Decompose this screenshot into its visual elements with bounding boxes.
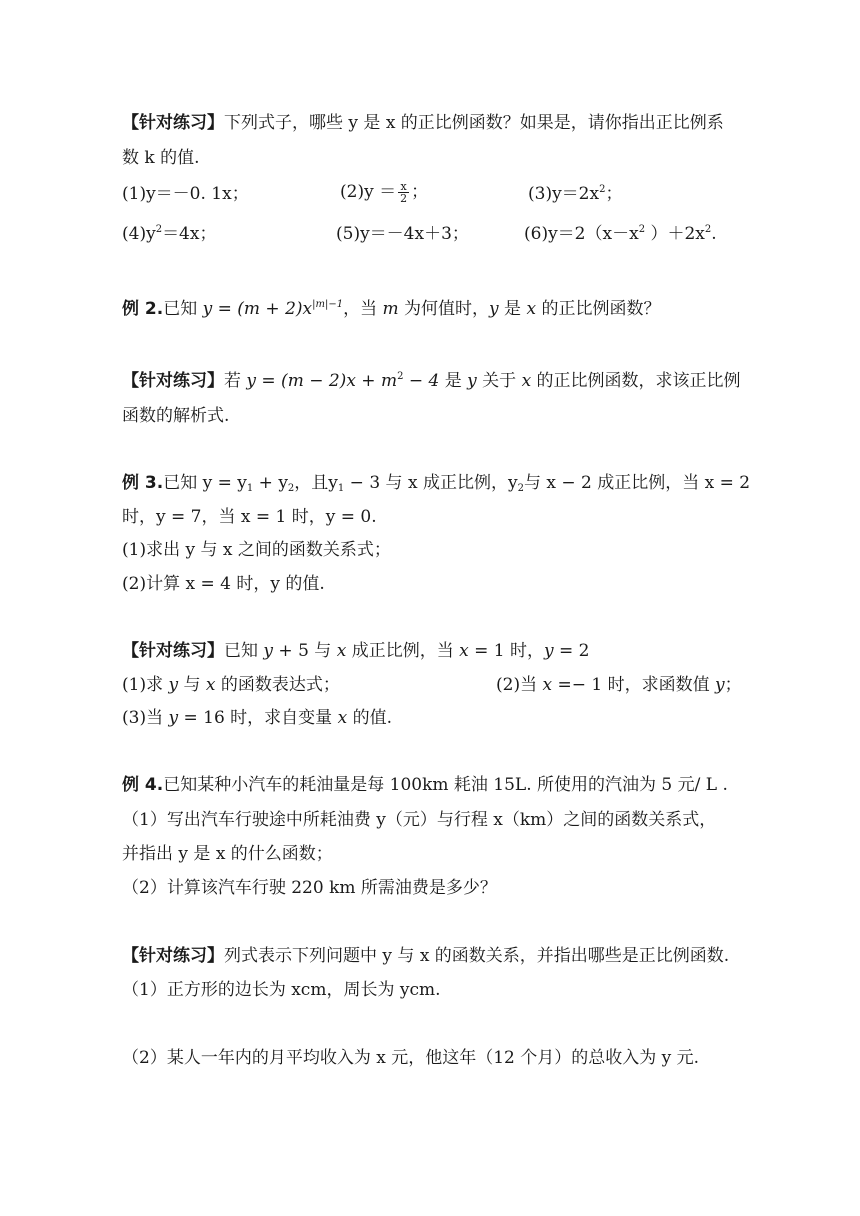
practice-label: 【针对练习】 xyxy=(122,113,224,133)
question-text: (1)求出 y 与 x 之间的函数关系式； xyxy=(122,540,391,560)
item-2 xyxy=(340,180,428,204)
subscript: 2 xyxy=(517,483,524,494)
item-1 xyxy=(122,182,249,206)
item-5-text: (5)y＝－4x＋3； xyxy=(336,224,469,244)
variable: y xyxy=(543,641,554,661)
superscript: 2 xyxy=(704,224,712,235)
practice-text: 列式表示下列问题中 y 与 x 的函数关系，并指出哪些是正比例函数. xyxy=(224,946,730,966)
example-text: 已知某种小汽车的耗油量是每 100km 耗油 15L. 所使用的汽油为 5 元/ L . xyxy=(163,775,728,795)
example-text: 时，y = 7，当 x = 1 时，y = 0. xyxy=(122,507,377,527)
practice-1-text-cont: 数 k 的值. xyxy=(122,148,200,168)
question-text: （1）正方形的边长为 xcm，周长为 ycm. xyxy=(122,980,441,1000)
practice-1-line-1 xyxy=(122,111,724,135)
variable: y xyxy=(467,371,477,391)
example-text: 为何值时， xyxy=(398,299,490,319)
example-text: 是 xyxy=(498,299,527,319)
example-3-question-1 xyxy=(122,538,391,562)
practice-4-line-1 xyxy=(122,944,729,968)
item-6 xyxy=(524,222,717,246)
exponent: 2 xyxy=(397,371,404,382)
practice-text: 若 xyxy=(224,371,247,391)
fraction-denominator: 2 xyxy=(400,192,408,205)
practice-text: 成正比例，当 xyxy=(346,641,460,661)
question-text: （2）计算该汽车行驶 220 km 所需油费是多少？ xyxy=(122,878,497,898)
item-3 xyxy=(528,182,622,206)
fraction xyxy=(398,181,409,204)
question-text: =− 1 时，求函数值 xyxy=(552,675,715,695)
variable: x xyxy=(459,641,469,661)
question-text: (1)求 xyxy=(122,675,169,695)
item-1-text: (1)y＝－0. 1x； xyxy=(122,184,249,204)
example-4-line-1 xyxy=(122,773,728,797)
practice-2-line-1 xyxy=(122,369,741,393)
practice-3-question-1 xyxy=(122,673,340,697)
practice-text: 关于 xyxy=(476,371,522,391)
variable: m xyxy=(382,299,399,319)
example-text: ，当 xyxy=(343,299,383,319)
example-4-question-1-cont xyxy=(122,842,333,866)
practice-text: 已知 xyxy=(224,641,264,661)
question-text: (3)当 xyxy=(122,708,169,728)
example-text: − 3 与 x 成正比例，y xyxy=(344,473,518,493)
example-label: 例 4. xyxy=(122,775,164,795)
variable: y xyxy=(263,641,274,661)
practice-text: = 1 时， xyxy=(468,641,544,661)
practice-3-question-3 xyxy=(122,706,392,730)
practice-label: 【针对练习】 xyxy=(122,641,224,661)
question-text: 与 xyxy=(178,675,206,695)
item-3-suffix: ； xyxy=(605,184,623,204)
question-text: ； xyxy=(724,675,742,695)
practice-label: 【针对练习】 xyxy=(122,946,224,966)
variable: x xyxy=(521,371,532,391)
variable: y xyxy=(715,675,725,695)
formula: − 4 xyxy=(403,371,440,391)
variable: y xyxy=(168,708,179,728)
example-text: 已知 y = y xyxy=(163,473,247,493)
formula: y = (m + 2)x xyxy=(202,299,313,319)
variable: x xyxy=(526,299,537,319)
item-2-prefix: (2)y ＝ xyxy=(340,182,397,202)
example-3-line-2 xyxy=(122,505,377,529)
subscript: 1 xyxy=(337,483,345,494)
superscript: 2 xyxy=(638,224,646,235)
example-3-question-2 xyxy=(122,572,325,596)
example-text: 已知 xyxy=(163,299,203,319)
example-4-question-2 xyxy=(122,876,497,900)
example-text: + y xyxy=(253,473,288,493)
variable: y xyxy=(489,299,499,319)
item-4-prefix: (4)y xyxy=(122,224,156,244)
superscript: 2 xyxy=(155,224,163,235)
practice-text: = 2 xyxy=(553,641,590,661)
item-4-suffix: ＝4x； xyxy=(162,224,217,244)
practice-label: 【针对练习】 xyxy=(122,371,224,391)
variable: x xyxy=(336,641,347,661)
question-text: 的函数表达式； xyxy=(215,675,340,695)
question-text: = 16 时，求自变量 xyxy=(178,708,338,728)
variable: x xyxy=(205,675,216,695)
practice-1-line-2 xyxy=(122,146,200,170)
example-4-question-1 xyxy=(122,808,716,832)
superscript: 2 xyxy=(599,184,606,195)
question-text: (2)当 xyxy=(496,675,543,695)
practice-4-question-1 xyxy=(122,978,441,1002)
item-5 xyxy=(336,222,469,246)
item-6-middle: ）＋2x xyxy=(645,224,705,244)
practice-3-line-1 xyxy=(122,639,589,663)
question-text: (2)计算 x = 4 时，y 的值. xyxy=(122,574,325,594)
practice-4-question-2 xyxy=(122,1046,699,1070)
practice-text: 函数的解析式. xyxy=(122,406,230,426)
item-6-suffix: . xyxy=(711,224,717,244)
example-label: 例 2. xyxy=(122,299,164,319)
practice-text: + 5 与 xyxy=(273,641,337,661)
practice-text: 是 xyxy=(439,371,468,391)
question-text: （1）写出汽车行驶途中所耗油费 y（元）与行程 x（km）之间的函数关系式， xyxy=(122,810,717,830)
practice-2-line-2 xyxy=(122,404,229,428)
practice-3-question-2 xyxy=(496,673,742,697)
question-text: （2）某人一年内的月平均收入为 x 元，他这年（12 个月）的总收入为 y 元. xyxy=(122,1048,700,1068)
item-4 xyxy=(122,222,216,246)
item-2-suffix: ； xyxy=(411,182,429,202)
question-text: 的值. xyxy=(347,708,392,728)
subscript: 1 xyxy=(246,483,254,494)
example-text: ，且y xyxy=(294,473,338,493)
variable: x xyxy=(337,708,348,728)
item-6-prefix: (6)y＝2（x－x xyxy=(524,224,639,244)
variable: y xyxy=(168,675,179,695)
item-3-prefix: (3)y＝2x xyxy=(528,184,600,204)
practice-text: 的正比例函数，求该正比例 xyxy=(531,371,741,391)
example-2 xyxy=(122,297,660,321)
exponent: |m|−1 xyxy=(312,299,344,310)
example-3-line-1 xyxy=(122,471,750,495)
practice-1-text: 下列式子，哪些 y 是 x 的正比例函数？如果是，请你指出正比例系 xyxy=(224,113,724,133)
example-label: 例 3. xyxy=(122,473,164,493)
variable: x xyxy=(542,675,553,695)
formula: y = (m − 2)x + m xyxy=(246,371,398,391)
subscript: 2 xyxy=(287,483,295,494)
example-text: 与 x − 2 成正比例，当 x = 2 xyxy=(523,473,751,493)
question-text: 并指出 y 是 x 的什么函数； xyxy=(122,844,333,864)
fraction-numerator: x xyxy=(398,181,409,193)
example-text: 的正比例函数？ xyxy=(536,299,661,319)
